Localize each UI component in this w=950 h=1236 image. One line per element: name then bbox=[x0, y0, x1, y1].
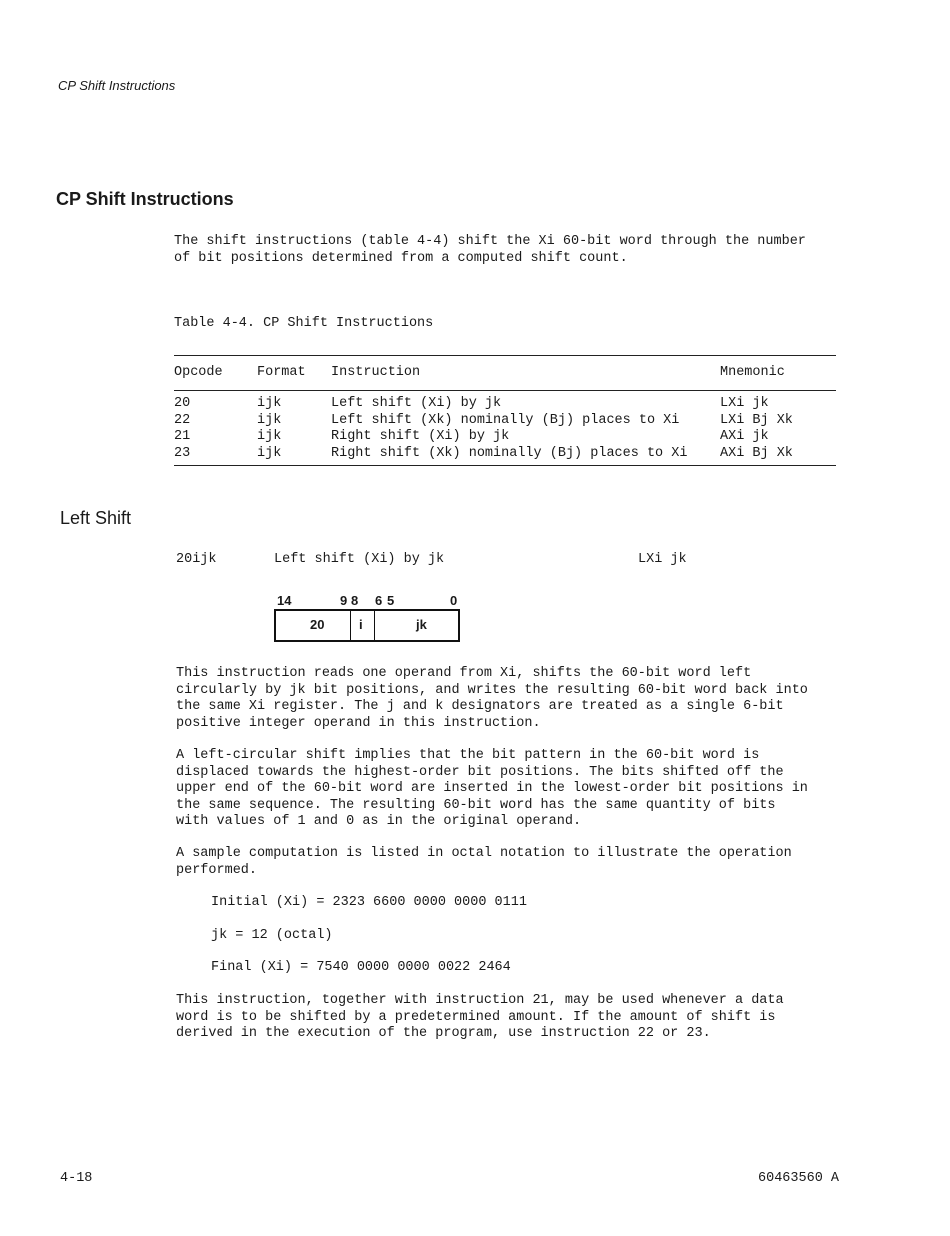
table-row bbox=[174, 446, 836, 463]
cell-instruction: Right shift (Xk) nominally (Bj) places to Xi bbox=[331, 445, 688, 461]
table-header-row bbox=[174, 356, 836, 390]
table-row bbox=[174, 429, 836, 446]
table-row bbox=[174, 413, 836, 430]
instruction-mnemonic: LXi jk bbox=[638, 552, 687, 567]
bit-label: 0 bbox=[450, 593, 458, 608]
description-paragraph: This instruction reads one operand from Xi, shifts the 60-bit word left circularly by jk bit positions, and writes the resulting 60-bit word back into the same Xi register. The j and k designators are treated as a single 6-bit positive integer operand in this instruction. bbox=[176, 666, 808, 731]
left-shift-heading: Left Shift bbox=[60, 508, 132, 528]
instruction-description: Left shift (Xi) by jk bbox=[274, 552, 445, 567]
table-bottom-rule bbox=[174, 465, 836, 466]
shift-instructions-table bbox=[174, 355, 836, 466]
field-i: i bbox=[359, 617, 363, 632]
description-paragraph: A sample computation is listed in octal notation to illustrate the operation performed. bbox=[176, 846, 792, 878]
field-opcode: 20 bbox=[310, 617, 325, 632]
description-paragraph: A left-circular shift implies that the bit pattern in the 60-bit word is displaced towards the highest-order bit positions. The bits shifted off the upper end of the 60-bit word are inserted in the lowest-order bit positions in the same sequence. The resulting 60-bit word has the same quantity of bits with values of 1 and 0 as in the original operand. bbox=[176, 748, 808, 829]
bit-label: 9 bbox=[340, 593, 348, 608]
cell-opcode: 20 bbox=[174, 396, 191, 411]
bit-label: 14 bbox=[277, 593, 292, 608]
cell-mnemonic: LXi Bj Xk bbox=[720, 412, 793, 428]
header-opcode: Opcode bbox=[174, 365, 223, 380]
document-number: 60463560 A bbox=[758, 1171, 840, 1186]
calc-initial: Initial (Xi) = 2323 6600 0000 0000 0111 bbox=[211, 895, 527, 910]
cell-instruction: Right shift (Xi) by jk bbox=[331, 429, 510, 444]
header-mnemonic: Mnemonic bbox=[720, 365, 785, 380]
cell-mnemonic: AXi jk bbox=[720, 429, 769, 444]
bit-label: 6 bbox=[375, 593, 383, 608]
cell-instruction: Left shift (Xk) nominally (Bj) places to Xi bbox=[331, 412, 680, 428]
instruction-format-diagram bbox=[274, 609, 460, 642]
table-row bbox=[174, 396, 836, 413]
field-divider bbox=[350, 611, 351, 640]
cell-format: ijk bbox=[257, 396, 282, 411]
field-divider bbox=[374, 611, 375, 640]
description-paragraph: This instruction, together with instruction 21, may be used whenever a data word is to be shifted by a predetermined amount. If the amount of shift is derived in the execution of the program, use instruction 22 or 23. bbox=[176, 993, 784, 1041]
cell-format: ijk bbox=[257, 445, 282, 461]
bit-label: 8 bbox=[351, 593, 359, 608]
calc-final: Final (Xi) = 7540 0000 0000 0022 2464 bbox=[211, 960, 511, 975]
page-number: 4-18 bbox=[60, 1171, 93, 1186]
table-caption: Table 4-4. CP Shift Instructions bbox=[174, 316, 434, 331]
running-header: CP Shift Instructions bbox=[58, 78, 176, 93]
table-body bbox=[174, 391, 836, 465]
calc-jk: jk = 12 (octal) bbox=[211, 928, 333, 943]
header-instruction: Instruction bbox=[331, 365, 421, 380]
bit-label: 5 bbox=[387, 593, 395, 608]
field-jk: jk bbox=[416, 617, 427, 632]
cell-opcode: 23 bbox=[174, 445, 191, 461]
cell-mnemonic: LXi jk bbox=[720, 396, 769, 411]
cell-opcode: 22 bbox=[174, 412, 191, 428]
cell-mnemonic: AXi Bj Xk bbox=[720, 445, 793, 461]
cell-format: ijk bbox=[257, 429, 282, 444]
cell-opcode: 21 bbox=[174, 429, 191, 444]
instruction-opcode: 20ijk bbox=[176, 552, 217, 567]
section-title: CP Shift Instructions bbox=[56, 189, 234, 209]
cell-instruction: Left shift (Xi) by jk bbox=[331, 396, 502, 411]
intro-paragraph: The shift instructions (table 4-4) shift the Xi 60-bit word through the number of bit positions determined from a computed shift count. bbox=[174, 234, 806, 266]
header-format: Format bbox=[257, 365, 306, 380]
cell-format: ijk bbox=[257, 412, 282, 428]
